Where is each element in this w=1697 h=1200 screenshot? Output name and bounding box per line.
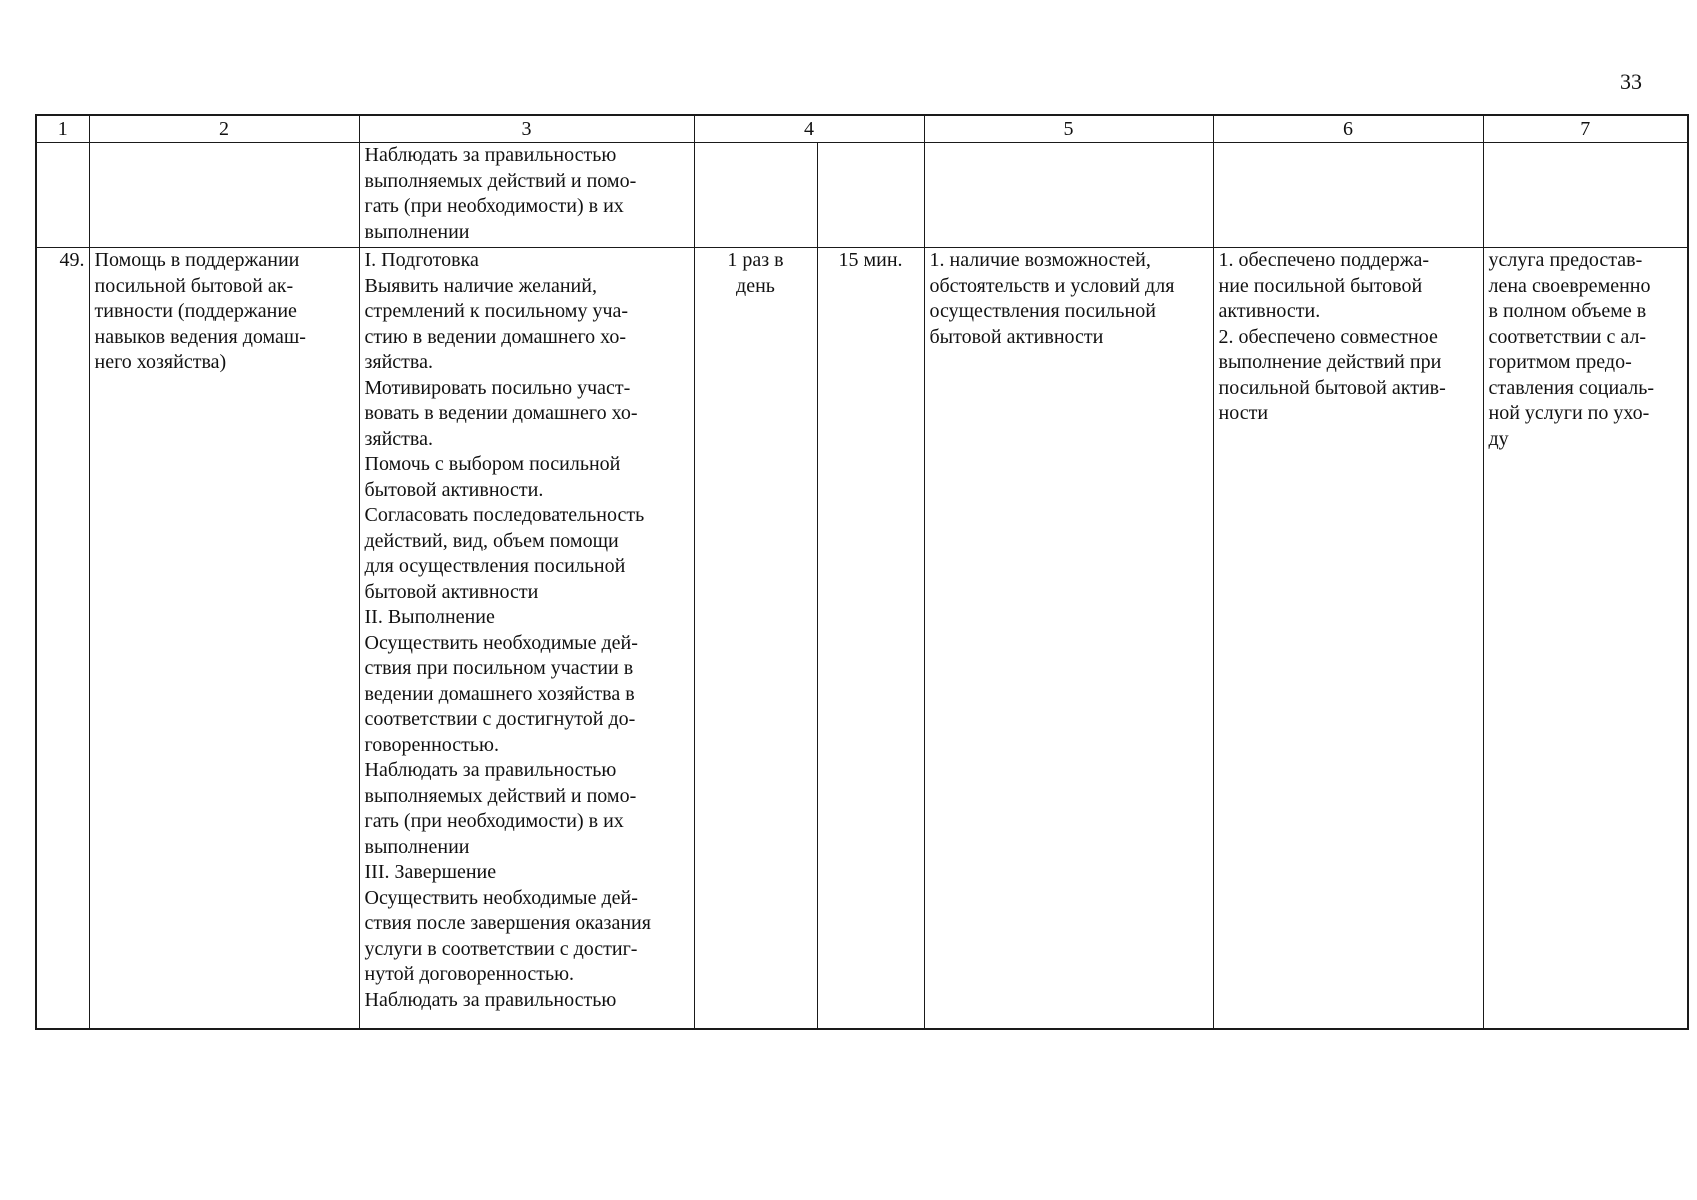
row-number: 49. xyxy=(36,248,89,1030)
service-name-line: посильной бытовой ак- xyxy=(94,274,294,297)
procedure-line: Осуществить необходимые дей- xyxy=(364,631,638,654)
quality-line: ставления социаль- xyxy=(1488,376,1654,399)
procedure-line: Мотивировать посильно участ- xyxy=(364,376,631,399)
result-line: активности. xyxy=(1218,300,1321,322)
column-header-2: 2 xyxy=(89,115,359,143)
column-header-5: 5 xyxy=(924,115,1213,143)
quality-cell xyxy=(1483,248,1688,1030)
quality-line: соответствии с ал- xyxy=(1488,325,1647,348)
continuation-row xyxy=(36,143,1688,248)
procedure-line: говоренностью. xyxy=(364,733,499,756)
service-name-cell xyxy=(89,248,359,1030)
procedure-line: II. Выполнение xyxy=(364,606,495,628)
quality-line: ной услуги по ухо- xyxy=(1488,402,1650,424)
conditions-line: бытовой активности xyxy=(929,325,1104,348)
quality-line: ду xyxy=(1488,427,1509,450)
quality-line: услуга предостав- xyxy=(1488,249,1643,271)
procedure-line: Помочь с выбором посильной xyxy=(364,453,621,475)
procedure-line: выполнении xyxy=(364,835,470,858)
cont-cell-3 xyxy=(359,143,694,248)
procedure-line: соответствии с достигнутой до- xyxy=(364,708,636,730)
procedure-line: зяйства. xyxy=(364,351,433,373)
duration-cell: 15 мин. xyxy=(817,248,924,1030)
cont-cell-7 xyxy=(1483,143,1688,248)
cont-procedure-line: гать (при необходимости) в их xyxy=(364,195,624,217)
quality-line: горитмом предо- xyxy=(1488,351,1632,373)
service-name-line: тивности (поддержание xyxy=(94,300,297,322)
service-name-line: Помощь в поддержании xyxy=(94,249,300,271)
page-number: 33 xyxy=(1620,69,1642,94)
procedure-line: зяйства. xyxy=(364,427,433,450)
cont-cell-2 xyxy=(89,143,359,248)
quality-line: лена своевременно xyxy=(1488,274,1651,297)
procedure-line: бытовой активности xyxy=(364,580,539,603)
cont-procedure-line: выполняемых действий и помо- xyxy=(364,169,637,192)
procedure-line: ствия после завершения оказания xyxy=(364,912,651,934)
table-row-49 xyxy=(36,248,1688,1030)
cont-procedure-line: Наблюдать за правильностью xyxy=(364,144,617,166)
procedure-line: стремлений к посильному уча- xyxy=(364,300,629,322)
column-header-4: 4 xyxy=(694,115,924,143)
procedure-line: услуги в соответствии с достиг- xyxy=(364,937,638,960)
procedure-line: действий, вид, объем помощи xyxy=(364,529,619,552)
procedure-line: Согласовать последовательность xyxy=(364,504,645,526)
procedure-line: Наблюдать за правильностью xyxy=(364,759,617,781)
result-line: выполнение действий при xyxy=(1218,351,1442,373)
procedure-line: бытовой активности. xyxy=(364,478,544,501)
procedure-line: вовать в ведении домашнего хо- xyxy=(364,402,638,424)
procedure-line: для осуществления посильной xyxy=(364,555,626,577)
procedure-line: Выявить наличие желаний, xyxy=(364,274,597,297)
result-line: ности xyxy=(1218,402,1269,424)
procedure-cell xyxy=(359,248,694,1030)
procedure-line: I. Подготовка xyxy=(364,249,479,271)
procedure-line: нутой договоренностью. xyxy=(364,963,575,985)
service-name-line: него хозяйства) xyxy=(94,351,227,373)
cont-procedure-line: выполнении xyxy=(364,220,470,243)
conditions-line: осуществления посильной xyxy=(929,300,1156,322)
cont-cell-6 xyxy=(1213,143,1483,248)
quality-line: в полном объеме в xyxy=(1488,300,1647,322)
procedure-line: Наблюдать за правильностью xyxy=(364,988,617,1011)
procedure-line: гать (при необходимости) в их xyxy=(364,810,624,832)
frequency-line: день xyxy=(736,274,775,297)
procedure-line: ведении домашнего хозяйства в xyxy=(364,682,635,705)
conditions-cell xyxy=(924,248,1213,1030)
column-header-7: 7 xyxy=(1483,115,1688,143)
cont-cell-5 xyxy=(924,143,1213,248)
conditions-line: 1. наличие возможностей, xyxy=(929,249,1151,271)
procedure-line: ствия при посильном участии в xyxy=(364,657,634,679)
result-line: посильной бытовой актив- xyxy=(1218,376,1446,399)
service-name-line: навыков ведения домаш- xyxy=(94,325,306,348)
result-cell xyxy=(1213,248,1483,1030)
column-header-1: 1 xyxy=(36,115,89,143)
result-line: 1. обеспечено поддержа- xyxy=(1218,249,1430,271)
cont-cell-4b xyxy=(817,143,924,248)
frequency-line: 1 раз в xyxy=(727,249,784,271)
procedure-line: стию в ведении домашнего хо- xyxy=(364,325,627,348)
result-line: ние посильной бытовой xyxy=(1218,274,1423,297)
procedure-line: III. Завершение xyxy=(364,861,497,883)
cont-cell-1 xyxy=(36,143,89,248)
procedure-line: выполняемых действий и помо- xyxy=(364,784,637,807)
column-header-6: 6 xyxy=(1213,115,1483,143)
conditions-line: обстоятельств и условий для xyxy=(929,274,1175,297)
services-table xyxy=(35,114,1689,1030)
column-header-3: 3 xyxy=(359,115,694,143)
procedure-line: Осуществить необходимые дей- xyxy=(364,886,638,909)
frequency-cell xyxy=(694,248,817,1030)
column-number-row xyxy=(36,115,1688,143)
result-line: 2. обеспечено совместное xyxy=(1218,325,1438,348)
cont-cell-4a xyxy=(694,143,817,248)
